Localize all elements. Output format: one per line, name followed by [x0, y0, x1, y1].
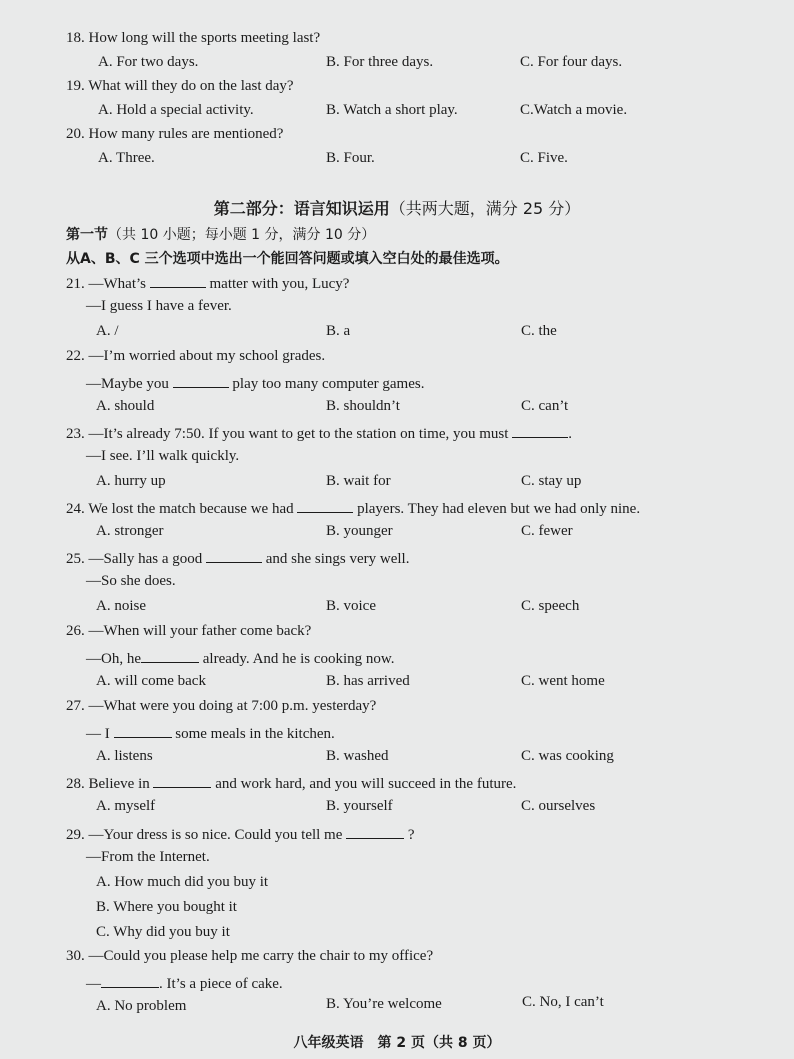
question-27-stem: 27. —What were you doing at 7:00 p.m. yesterday? [66, 698, 377, 714]
question-23-stem-post: . [568, 426, 572, 442]
question-26-option-c: C. went home [521, 673, 605, 689]
question-24-stem-post: players. They had eleven but we had only nine. [353, 501, 641, 517]
question-18-option-a: A. For two days. [98, 54, 199, 70]
question-29-stem [66, 824, 415, 844]
question-24-option-b: B. younger [326, 523, 393, 539]
question-21-stem [66, 273, 349, 293]
question-28-option-c: C. ourselves [521, 798, 596, 814]
question-29-option-a: A. How much did you buy it [96, 874, 269, 890]
question-21-stem-pre: 21. —What’s [66, 276, 150, 292]
question-20-stem: 20. How many rules are mentioned? [66, 126, 284, 142]
question-23-option-c: C. stay up [521, 473, 582, 489]
question-30-reply [86, 973, 283, 993]
question-21-option-b: B. a [326, 323, 351, 339]
question-25-option-c: C. speech [521, 598, 580, 614]
question-22-reply-pre: —Maybe you [86, 376, 173, 392]
question-28-blank [153, 773, 211, 788]
question-20-option-c: C. Five. [520, 150, 568, 166]
question-24-blank [297, 498, 353, 513]
question-24-stem-pre: 24. We lost the match because we had [66, 501, 298, 517]
question-19-stem: 19. What will they do on the last day? [66, 78, 294, 94]
question-28-stem-pre: 28. Believe in [66, 776, 154, 792]
question-26-option-a: A. will come back [96, 673, 206, 689]
question-20-option-a: A. Three. [98, 150, 155, 166]
question-24-stem [66, 498, 640, 518]
question-28-option-b: B. yourself [326, 798, 393, 814]
question-26-blank [141, 648, 199, 663]
page-footer: 八年级英语 第 2 页（共 8 页） [293, 1035, 501, 1051]
question-27-blank [114, 723, 172, 738]
question-23-stem-pre: 23. —It’s already 7:50. If you want to get to the station on time, you must [66, 426, 513, 442]
question-26-reply-pre: —Oh, he [86, 651, 141, 667]
question-18-stem: 18. How long will the sports meeting last? [66, 30, 321, 46]
question-21-reply: —I guess I have a fever. [86, 298, 232, 314]
question-28-option-a: A. myself [96, 798, 156, 814]
question-29-option-c: C. Why did you buy it [96, 924, 230, 940]
question-27-reply-post: some meals in the kitchen. [171, 726, 335, 742]
question-23-reply: —I see. I’ll walk quickly. [86, 448, 240, 464]
question-26-stem: 26. —When will your father come back? [66, 623, 312, 639]
question-29-reply: —From the Internet. [86, 849, 210, 865]
question-27-option-a: A. listens [96, 748, 153, 764]
question-28-stem [66, 773, 516, 793]
question-27-option-c: C. was cooking [521, 748, 614, 764]
question-21-stem-post: matter with you, Lucy? [205, 276, 350, 292]
question-20-option-b: B. Four. [326, 150, 375, 166]
question-22-option-a: A. should [96, 398, 155, 414]
question-30-reply-post: . It’s a piece of cake. [159, 976, 283, 992]
question-29-blank [346, 824, 404, 839]
question-22-stem: 22. —I’m worried about my school grades. [66, 348, 326, 364]
question-26-reply-post: already. And he is cooking now. [199, 651, 395, 667]
question-22-blank [173, 373, 229, 388]
question-22-reply-post: play too many computer games. [228, 376, 425, 392]
question-19-option-a: A. Hold a special activity. [98, 102, 254, 118]
question-18-option-b: B. For three days. [326, 54, 434, 70]
question-30-blank [101, 973, 159, 988]
question-27-reply-pre: — I [86, 726, 114, 742]
question-26-option-b: B. has arrived [326, 673, 410, 689]
question-22-option-b: B. shouldn’t [326, 398, 400, 414]
question-21-option-c: C. the [521, 323, 557, 339]
question-25-stem-post: and she sings very well. [262, 551, 410, 567]
section-instruction: 从A、B、C 三个选项中选出一个能回答问题或填入空白处的最佳选项。 [66, 251, 509, 267]
question-30-option-b: B. You’re welcome [326, 996, 442, 1012]
question-28-stem-post: and work hard, and you will succeed in the future. [211, 776, 517, 792]
question-30-reply-pre: — [86, 976, 101, 992]
question-25-stem [66, 548, 409, 568]
question-23-stem [66, 423, 572, 443]
question-24-option-c: C. fewer [521, 523, 573, 539]
question-21-blank [150, 273, 206, 288]
question-29-stem-post: ? [404, 827, 415, 843]
question-23-blank [512, 423, 568, 438]
question-19-option-b: B. Watch a short play. [326, 102, 458, 118]
question-27-reply [86, 723, 335, 743]
question-29-option-b: B. Where you bought it [96, 899, 237, 915]
question-25-blank [206, 548, 262, 563]
section-part-label: 第一节 [66, 227, 108, 243]
question-24-option-a: A. stronger [96, 523, 164, 539]
question-23-option-b: B. wait for [326, 473, 391, 489]
section-title-main: 第二部分：语言知识运用 [213, 199, 390, 218]
question-22-option-c: C. can’t [521, 398, 569, 414]
question-30-option-c: C. No, I can’t [522, 994, 604, 1010]
question-30-option-a: A. No problem [96, 998, 187, 1014]
section-part-note: （共 10 小题；每小题 1 分，满分 10 分） [108, 227, 376, 243]
question-29-stem-pre: 29. —Your dress is so nice. Could you tell me [66, 827, 347, 843]
question-21-option-a: A. / [96, 323, 119, 339]
question-22-reply [86, 373, 424, 393]
question-25-stem-pre: 25. —Sally has a good [66, 551, 206, 567]
question-23-option-a: A. hurry up [96, 473, 166, 489]
section-part-heading [66, 224, 375, 244]
question-27-option-b: B. washed [326, 748, 389, 764]
question-26-reply [86, 648, 395, 668]
section-title-note: （共两大题，满分 25 分） [389, 199, 581, 218]
question-30-stem: 30. —Could you please help me carry the chair to my office? [66, 948, 434, 964]
question-25-reply: —So she does. [86, 573, 176, 589]
question-25-option-b: B. voice [326, 598, 376, 614]
question-19-option-c: C.Watch a movie. [520, 102, 628, 118]
question-18-option-c: C. For four days. [520, 54, 623, 70]
section-title [0, 196, 794, 219]
question-25-option-a: A. noise [96, 598, 146, 614]
